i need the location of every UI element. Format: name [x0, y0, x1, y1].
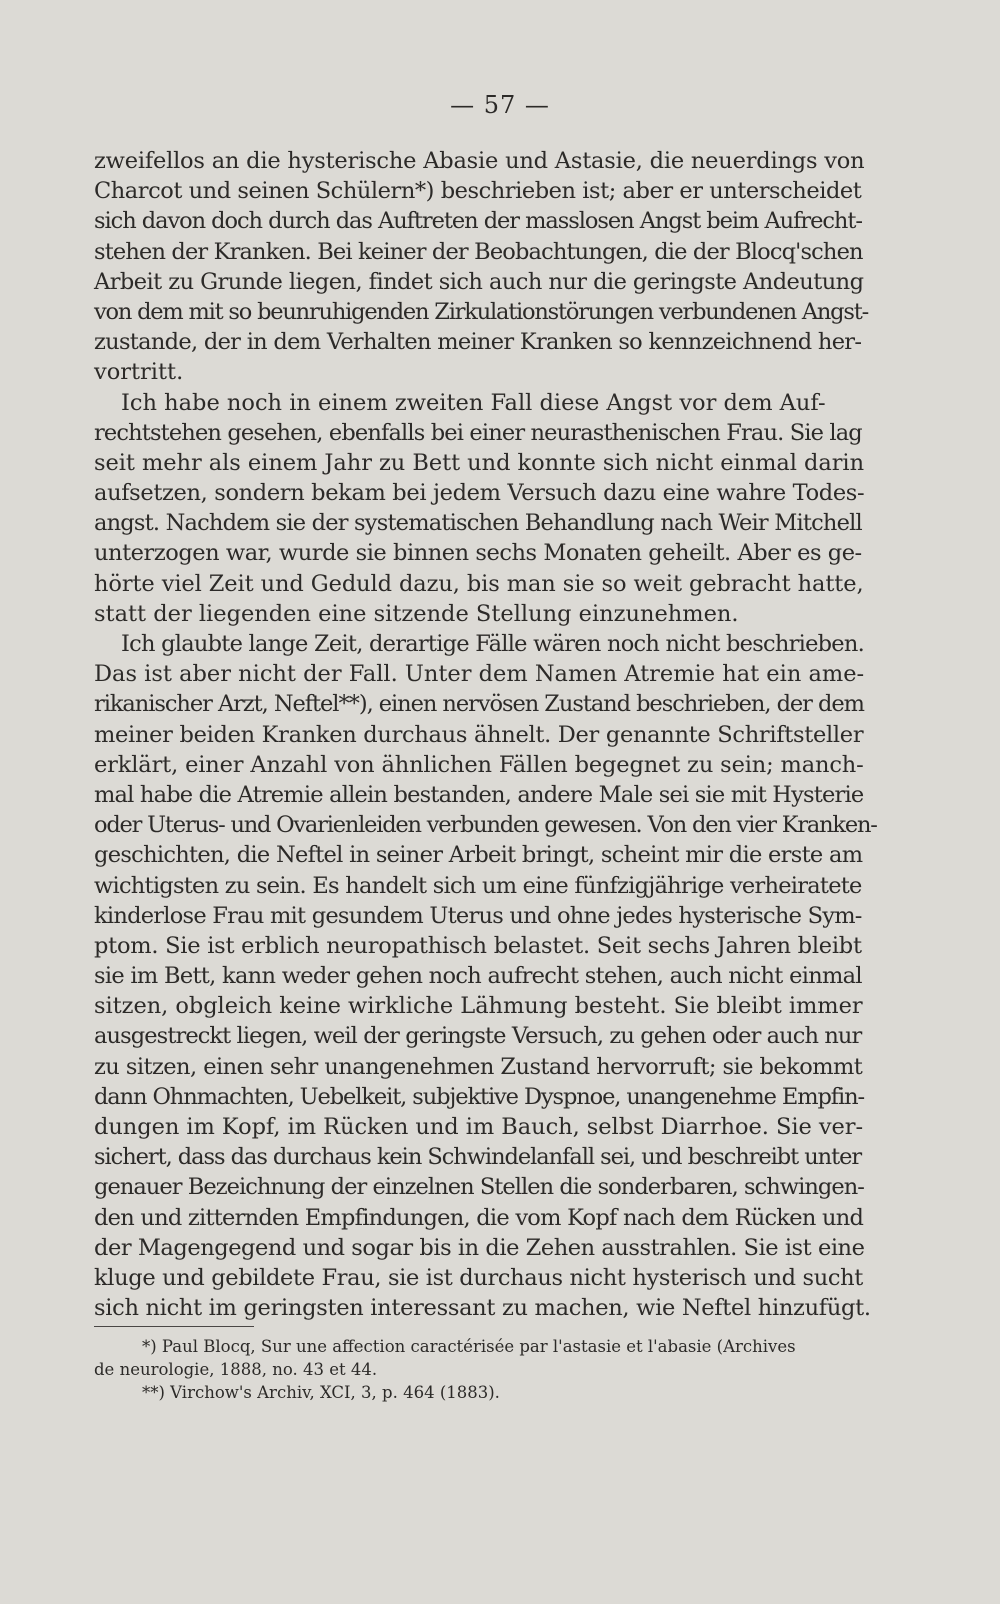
text-line: sitzen, obgleich keine wirkliche Lähmung besteht. Sie bleibt immer [94, 993, 863, 1020]
text-line: ptom. Sie ist erblich neuropathisch belastet. Seit sechs Jahren bleibt [94, 932, 862, 959]
page-number: — 57 — [450, 91, 550, 119]
text-line: rikanischer Arzt, Neftel**), einen nervösen Zustand beschrieben, der dem [94, 691, 864, 718]
text-line: dann Ohnmachten, Uebelkeit, subjektive Dyspnoe, unangenehme Empfin- [94, 1083, 864, 1110]
text-line: kinderlose Frau mit gesundem Uterus und ohne jedes hysterische Sym- [94, 902, 862, 929]
text-line: Charcot und seinen Schülern*) beschrieben ist; aber er unterscheidet [94, 178, 862, 205]
text-line: meiner beiden Kranken durchaus ähnelt. Der genannte Schriftsteller [94, 721, 864, 748]
text-line: kluge und gebildete Frau, sie ist durchaus nicht hysterisch und sucht [94, 1264, 863, 1291]
text-line: sich nicht im geringsten interessant zu machen, wie Neftel hinzufügt. [94, 1295, 871, 1322]
text-line: stehen der Kranken. Bei keiner der Beobachtungen, die der Blocq'schen [94, 238, 863, 265]
text-line: angst. Nachdem sie der systematischen Behandlung nach Weir Mitchell [94, 510, 862, 537]
text-line: sie im Bett, kann weder gehen noch aufrecht stehen, auch nicht einmal [94, 963, 862, 990]
text-line: geschichten, die Neftel in seiner Arbeit bringt, scheint mir die erste am [94, 842, 863, 869]
footnote-line: *) Paul Blocq, Sur une affection caractérisée par l'astasie et l'abasie (Archives [142, 1337, 796, 1356]
text-line: vortritt. [94, 359, 184, 386]
text-line: statt der liegenden eine sitzende Stellung einzunehmen. [94, 600, 739, 627]
footnote-line: de neurologie, 1888, no. 43 et 44. [94, 1360, 378, 1379]
text-line: dungen im Kopf, im Rücken und im Bauch, selbst Diarrhoe. Sie ver- [94, 1114, 864, 1140]
text-line: Das ist aber nicht der Fall. Unter dem Namen Atremie hat ein ame- [94, 661, 865, 688]
text-line: aufsetzen, sondern bekam bei jedem Versuch dazu eine wahre Todes- [94, 480, 865, 507]
text-line: wichtigsten zu sein. Es handelt sich um eine fünfzigjährige verheiratete [94, 872, 862, 899]
text-line: ausgestreckt liegen, weil der geringste Versuch, zu gehen oder auch nur [94, 1023, 862, 1050]
footnote-line: **) Virchow's Archiv, XCI, 3, p. 464 (1883). [142, 1383, 500, 1402]
text-line: Arbeit zu Grunde liegen, findet sich auch nur die geringste Andeutung [94, 268, 864, 295]
text-line: hörte viel Zeit und Geduld dazu, bis man sie so weit gebracht hatte, [94, 570, 864, 597]
body-text [94, 146, 877, 1323]
text-line: von dem mit so beunruhigenden Zirkulationstörungen verbundenen Angst- [94, 298, 868, 325]
text-line: Ich glaubte lange Zeit, derartige Fälle wären noch nicht beschrieben. [121, 631, 865, 657]
text-line: erklärt, einer Anzahl von ähnlichen Fällen begegnet zu sein; manch- [94, 751, 864, 778]
footnotes [94, 1335, 864, 1404]
text-line: zweifellos an die hysterische Abasie und Astasie, die neuerdings von [94, 148, 865, 174]
text-line: zu sitzen, einen sehr unangenehmen Zustand hervorruft; sie bekommt [94, 1053, 863, 1080]
text-line: oder Uterus- und Ovarienleiden verbunden gewesen. Von den vier Kranken- [94, 812, 877, 839]
text-line: genauer Bezeichnung der einzelnen Stellen die sonderbaren, schwingen- [94, 1174, 864, 1201]
text-line: sich davon doch durch das Auftreten der masslosen Angst beim Aufrecht- [94, 208, 862, 235]
text-line: zustande, der in dem Verhalten meiner Kranken so kennzeichnend her- [94, 329, 862, 356]
text-line: unterzogen war, wurde sie binnen sechs Monaten geheilt. Aber es ge- [94, 540, 862, 567]
text-line: mal habe die Atremie allein bestanden, andere Male sei sie mit Hysterie [94, 781, 864, 808]
text-line: seit mehr als einem Jahr zu Bett und konnte sich nicht einmal darin [94, 449, 865, 476]
text-line: sichert, dass das durchaus kein Schwindelanfall sei, und beschreibt unter [94, 1144, 862, 1171]
footnote-divider [94, 1326, 254, 1327]
text-line: der Magengegend und sogar bis in die Zehen ausstrahlen. Sie ist eine [94, 1234, 865, 1261]
text-line: Ich habe noch in einem zweiten Fall diese Angst vor dem Auf- [121, 389, 826, 416]
text-line: rechtstehen gesehen, ebenfalls bei einer neurasthenischen Frau. Sie lag [94, 419, 862, 446]
text-line: den und zitternden Empfindungen, die vom Kopf nach dem Rücken und [94, 1204, 864, 1231]
